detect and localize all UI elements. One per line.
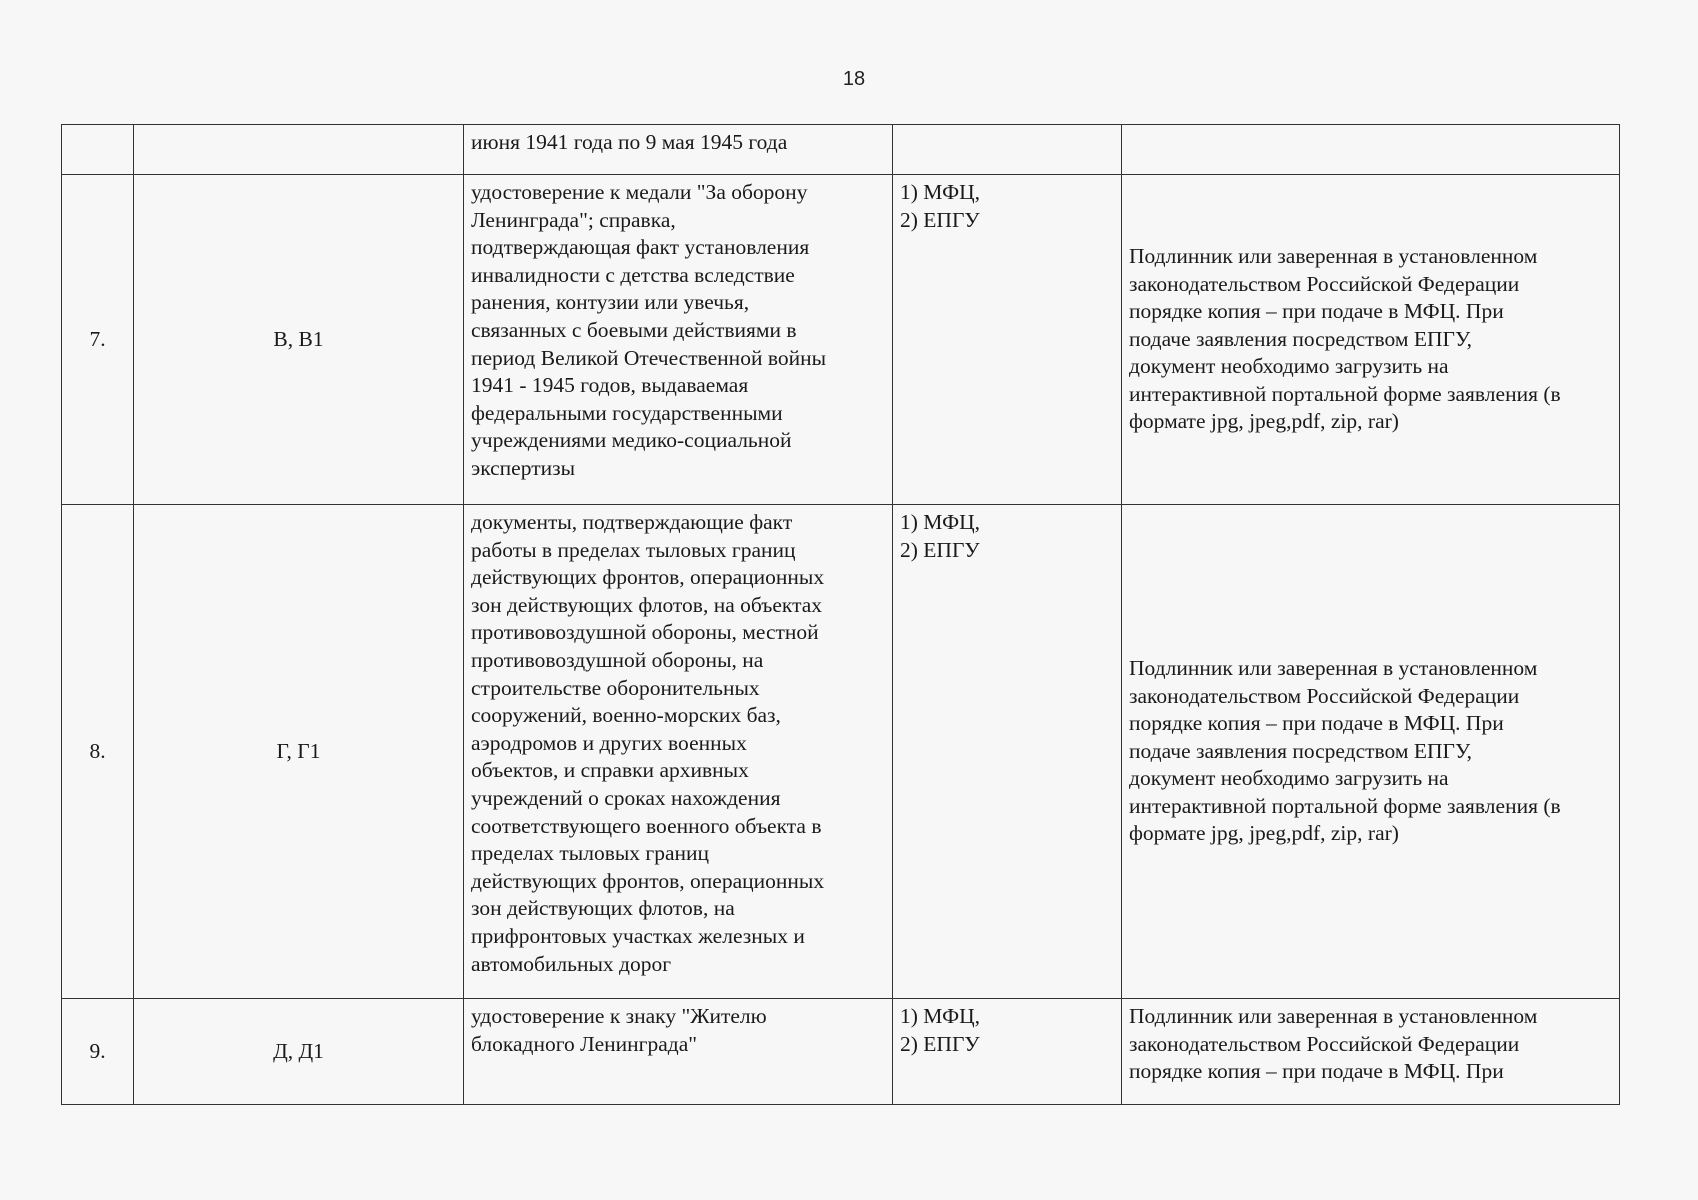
requirements-line: Подлинник или заверенная в установленном bbox=[1129, 1004, 1538, 1028]
document-description-line: связанных с боевыми действиями в bbox=[471, 317, 797, 342]
document-description-line: июня 1941 года по 9 мая 1945 года bbox=[471, 130, 788, 154]
submission-place-cell bbox=[893, 505, 1122, 999]
document-description-line: прифронтовых участках железных и bbox=[471, 923, 805, 948]
requirements-line: интерактивной портальной форме заявления (в bbox=[1129, 381, 1561, 406]
document-description-line: 1941 - 1945 годов, выдаваемая bbox=[471, 373, 749, 398]
submission-place-line: 2) ЕПГУ bbox=[900, 207, 980, 232]
document-description-cell bbox=[464, 125, 893, 175]
category-cell: Г, Г1 bbox=[134, 505, 464, 999]
document-description-line: автомобильных дорог bbox=[471, 951, 672, 976]
requirements-line: порядке копия – при подаче в МФЦ. При bbox=[1129, 299, 1504, 324]
document-description-line: удостоверение к знаку "Жителю bbox=[471, 1004, 767, 1028]
submission-place-line: 2) ЕПГУ bbox=[900, 537, 980, 562]
requirements-line: подаче заявления посредством ЕПГУ, bbox=[1129, 738, 1473, 763]
submission-place-cell bbox=[893, 175, 1122, 505]
requirements-cell bbox=[1122, 999, 1620, 1105]
document-description-line: работы в пределах тыловых границ bbox=[471, 537, 796, 562]
document-description-line: пределах тыловых границ bbox=[471, 841, 710, 866]
document-description-line: учреждениями медико-социальной bbox=[471, 428, 792, 453]
document-description-cell bbox=[464, 175, 893, 505]
requirements-line: формате jpg, jpeg,pdf, zip, rar) bbox=[1129, 821, 1399, 846]
submission-place-line: 1) МФЦ, bbox=[900, 180, 981, 204]
document-description-line: федеральными государственными bbox=[471, 400, 783, 425]
row-number-cell: 9. bbox=[62, 999, 134, 1105]
document-description-line: сооружений, военно-морских баз, bbox=[471, 703, 781, 728]
document-description-cell bbox=[464, 505, 893, 999]
document-description-line: экспертизы bbox=[471, 455, 576, 480]
requirements-line: законодательством Российской Федерации bbox=[1129, 271, 1520, 296]
document-description-line: противовоздушной обороны, на bbox=[471, 647, 764, 672]
requirements-cell bbox=[1122, 175, 1620, 505]
documents-table bbox=[61, 124, 1620, 1105]
document-description-line: удостоверение к медали "За оборону bbox=[471, 180, 808, 204]
submission-place-cell bbox=[893, 999, 1122, 1105]
submission-place-cell bbox=[893, 125, 1122, 175]
document-description-line: ранения, контузии или увечья, bbox=[471, 290, 750, 315]
document-description-line: объектов, и справки архивных bbox=[471, 758, 749, 783]
document-description-line: период Великой Отечественной войны bbox=[471, 345, 827, 370]
row-number-cell bbox=[62, 125, 134, 175]
document-description-line: действующих фронтов, операционных bbox=[471, 565, 825, 590]
page-number: 18 bbox=[842, 68, 866, 90]
table-row bbox=[62, 125, 1620, 175]
submission-place-line: 1) МФЦ, bbox=[900, 1004, 981, 1028]
category-cell: В, В1 bbox=[134, 175, 464, 505]
document-description-line: подтверждающая факт установления bbox=[471, 235, 810, 260]
requirements-cell bbox=[1122, 125, 1620, 175]
row-number-cell: 7. bbox=[62, 175, 134, 505]
document-description-line: аэродромов и других военных bbox=[471, 730, 747, 755]
requirements-line: порядке копия – при подаче в МФЦ. При bbox=[1129, 711, 1504, 736]
document-description-line: блокадного Ленинграда" bbox=[471, 1031, 698, 1056]
row-number-cell: 8. bbox=[62, 505, 134, 999]
requirements-line: Подлинник или заверенная в установленном bbox=[1129, 655, 1538, 680]
document-description-line: инвалидности с детства вследствие bbox=[471, 262, 795, 287]
submission-place-line: 2) ЕПГУ bbox=[900, 1031, 980, 1056]
requirements-cell bbox=[1122, 505, 1620, 999]
document-description-line: Ленинграда"; справка, bbox=[471, 207, 676, 232]
table-row bbox=[62, 999, 1620, 1105]
document-description-line: зон действующих флотов, на объектах bbox=[471, 592, 823, 617]
requirements-line: формате jpg, jpeg,pdf, zip, rar) bbox=[1129, 409, 1399, 434]
document-description-line: соответствующего военного объекта в bbox=[471, 813, 822, 838]
requirements-line: законодательством Российской Федерации bbox=[1129, 1031, 1520, 1056]
document-description-cell bbox=[464, 999, 893, 1105]
requirements-line: порядке копия – при подаче в МФЦ. При bbox=[1129, 1059, 1504, 1084]
document-description-line: действующих фронтов, операционных bbox=[471, 868, 825, 893]
document-description-line: противовоздушной обороны, местной bbox=[471, 620, 819, 645]
table-row bbox=[62, 175, 1620, 505]
requirements-line: документ необходимо загрузить на bbox=[1129, 354, 1449, 379]
document-description-line: документы, подтверждающие факт bbox=[471, 510, 793, 534]
submission-place-line: 1) МФЦ, bbox=[900, 510, 981, 534]
requirements-line: законодательством Российской Федерации bbox=[1129, 683, 1520, 708]
requirements-line: подаче заявления посредством ЕПГУ, bbox=[1129, 326, 1473, 351]
category-cell: Д, Д1 bbox=[134, 999, 464, 1105]
document-description-line: учреждений о сроках нахождения bbox=[471, 785, 781, 810]
requirements-line: Подлинник или заверенная в установленном bbox=[1129, 243, 1538, 268]
requirements-line: документ необходимо загрузить на bbox=[1129, 766, 1449, 791]
table-row bbox=[62, 505, 1620, 999]
requirements-line: интерактивной портальной форме заявления (в bbox=[1129, 793, 1561, 818]
document-description-line: зон действующих флотов, на bbox=[471, 896, 735, 921]
document-description-line: строительстве оборонительных bbox=[471, 675, 760, 700]
category-cell bbox=[134, 125, 464, 175]
